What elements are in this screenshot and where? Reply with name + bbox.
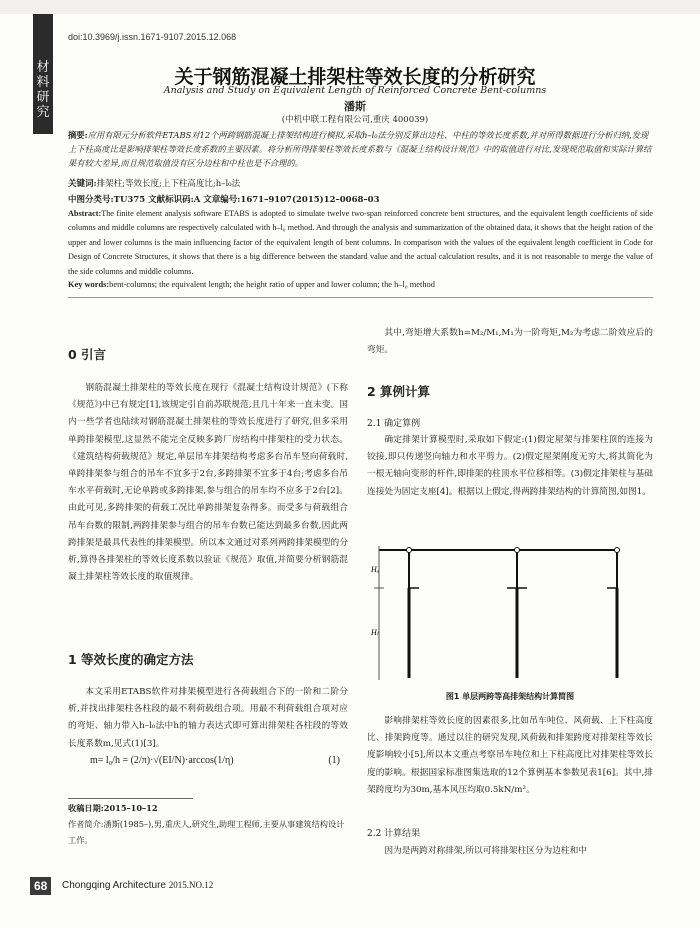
- keywords-cn: [68, 177, 653, 189]
- section-2-1-heading: 2.1 确定算例: [367, 419, 421, 429]
- hinge-middle: [515, 548, 520, 553]
- label-hu: Hᵤ: [371, 565, 380, 574]
- hinge-right: [615, 548, 620, 553]
- figure-discussion-text: 影响排架柱等效长度的因素很多,比如吊车吨位、风荷载、上下柱高度比、排架跨度等。通过以往的研究发现,风荷载和排架跨度对排架柱等效长度影响较小[5],所以本文重点考察吊车吨位和上下柱高度比对排架柱等效长度的影响。根据国家标准图集选取的12个算例基本参数见表1[6]。其中,排架跨度均为30m,基本风压均取0.5kN/m²。: [367, 716, 653, 795]
- keywords-en-text: bent-columns; the equivalent length; the height ratio of upper and lower column; the h–l₀ method: [109, 280, 435, 289]
- affiliation: (中机中联工程有限公司,重庆 400039): [281, 115, 429, 125]
- section-2-heading: 2 算例计算: [367, 384, 431, 399]
- title-en: Analysis and Study on Equivalent Length of Reinforced Concrete Bent-columns: [163, 85, 547, 96]
- keywords-en: [68, 280, 653, 289]
- section-tab: 材料研究: [33, 14, 53, 134]
- footnotes: [68, 800, 348, 848]
- hinge-left: [407, 548, 412, 553]
- classification: 中图分类号:TU375 文献标识码:A 文章编号:1671–9107(2015)12–0068–03: [68, 195, 380, 205]
- top-band: [0, 0, 700, 14]
- section-2-1-text: 确定排架计算模型时,采取如下假定:(1)假定屋架与排架柱顶的连接为铰接,即只传递竖向轴力和水平剪力。(2)假定屋架刚度无穷大,将其简化为一根无轴向变形的杆件,即排架的柱顶水平位移相等。(3)假定排架柱与基础连接处为固定支座[4]。根据以上假定,得两跨排架结构的计算简图,如图1。: [367, 435, 653, 497]
- keywords-label: 关键词:: [68, 179, 97, 189]
- abstract-label: 摘要:: [68, 130, 88, 140]
- doi[interactable]: doi:10.3969/j.issn.1671-9107.2015.12.068: [68, 32, 237, 42]
- label-hl: Hₗ: [371, 628, 379, 637]
- journal-issue: 2015.NO.12: [168, 880, 214, 890]
- section-0-text: 钢筋混凝土排架柱的等效长度在现行《混凝土结构设计规范》(下称《规范》)中已有规定[1],该规定引自前苏联规范,且几十年来一直未变。国内一些学者也陆续对钢筋混凝土排架柱的等效长度进行了研究,但多采用单跨排架模型,这显然不能完全反映多跨厂房结构中排架柱的受力状态。《建筑结构荷载规范》规定,单层吊车排架结构考虑多台吊车竖向荷载时,单跨排架参与组合的吊车不宜多于2台,多跨排架不宜多于4台;考虑多台吊车水平荷载时,无论单跨或多跨排架,参与组合的吊车均不应多于2台[2]。由此可见,多跨排架的荷载工况比单跨排架复杂得多。而受多与荷载组合吊车台数的限制,两跨排架参与组合的吊车台数已能达到最多台数,因此两跨排架是最具代表性的排架模型。所以本文通过对系列两跨排架模型的分析,算得各排架柱的等效长度系数以验证《规范》取值,并简要分析钢筋混凝土排架柱等效长度的取值规律。: [68, 383, 348, 583]
- abstract-cn-text: 应用有限元分析软件ETABS对12个两跨钢筋混凝土排架结构进行模拟,采取h–l₀法分别反算出边柱、中柱的等效长度系数,并对所得数据进行分析归纳,发现上下柱高度比是影响排架柱等效长度系数的主要因素。将分析所得排架柱等效长度系数与《混凝土结构设计规范》中的取值进行对比,发现规范取值和实际计算结果有较大差异,而且规范取值没有区分边柱和中柱也是不合理的。: [68, 130, 652, 168]
- formula-explanation: 其中,弯矩增大系数h=M₂/M₁,M₁为一阶弯矩,M₂为考虑二阶效应后的弯矩。: [367, 328, 653, 356]
- section-2-2-heading: 2.2 计算结果: [367, 829, 421, 839]
- author-info: 作者简介:潘斯(1985–),男,重庆人,研究生,助理工程师,主要从事建筑结构设计工作。: [68, 819, 345, 845]
- page-number: 68: [30, 877, 51, 895]
- received-date: 收稿日期:2015–10–12: [68, 803, 158, 813]
- formula-1: [90, 755, 340, 766]
- figure-1-diagram: [367, 540, 653, 685]
- abstract-en: [68, 207, 653, 279]
- formula-number: (1): [328, 755, 340, 766]
- section-2-2-text: 因为是两跨对称排架,所以可将排架柱区分为边柱和中: [384, 846, 587, 856]
- title-cn: 关于钢筋混凝土排架柱等效长度的分析研究: [174, 66, 536, 88]
- abstract-cn: [68, 128, 653, 170]
- journal-title: Chongqing Architecture: [62, 880, 166, 891]
- footnote-rule: [68, 798, 193, 799]
- author: 潘斯: [344, 100, 366, 113]
- keywords-en-label: Key words:: [68, 280, 110, 289]
- keywords-cn-text: 排架柱;等效长度;上下柱高度比;h–l₀法: [96, 179, 241, 189]
- section-1-heading: 1 等效长度的确定方法: [68, 652, 194, 667]
- abstract-en-label: Abstract:: [68, 209, 102, 218]
- abstract-en-text: The finite element analysis software ETABS is adopted to simulate twelve two-span reinforced concrete bent structures, and the equivalent length coefficients of side columns and middle columns are respectively calculated with h–l₀ method. And through the analysis and summarization of the obtained data, it shows that the height ration of the upper and lower columns is the main influencing factor of the equivalent length of bent columns. In comparison with the values of the equivalent length coefficient in Code for Design of Concrete Structures, it shows that there is a big difference between the standard value and the actual calculation results, and it is not reasonable to merge the value of the side columns and middle columns.: [68, 209, 653, 276]
- journal-name: [62, 880, 213, 891]
- formula-expression: m= l₀/h = (2/π)·√(EI/N)·arccos(1/η): [90, 755, 234, 766]
- divider: [68, 297, 653, 298]
- section-0-heading: 0 引言: [68, 347, 107, 362]
- section-1-text: 本文采用ETABS软件对排架模型进行各荷载组合下的一阶和二阶分析,并找出排架柱各柱段的最不利荷载组合项。用最不利荷载组合项对应的弯矩、轴力带入h–l₀法中h的轴力表达式即可算出排架柱各柱段的等效长度系数m,见式(1)[3]。: [68, 687, 348, 749]
- figure-1-caption: 图1 单层两跨等高排架结构计算简图: [445, 692, 575, 701]
